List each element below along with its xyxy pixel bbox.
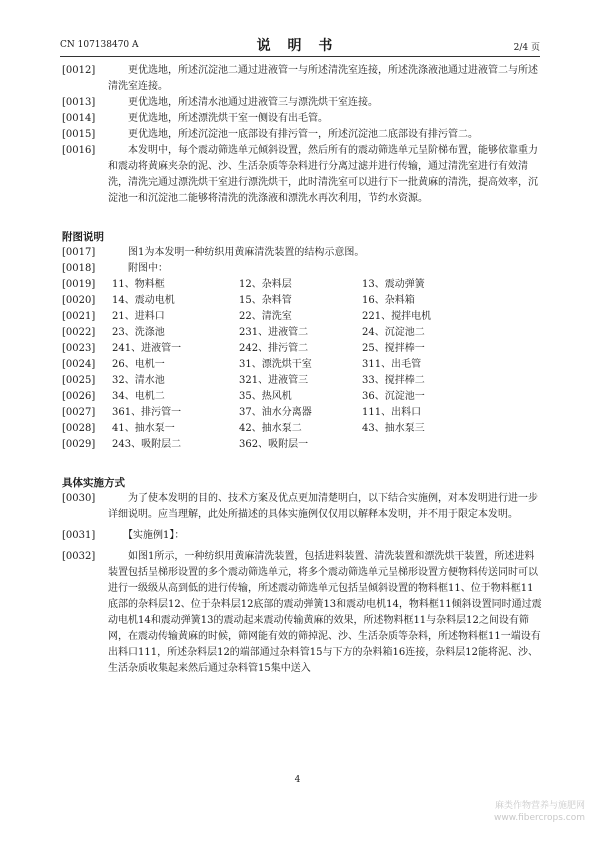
- paragraph-text: 图1为本发明一种纺织用黄麻清洗装置的结构示意图。: [108, 247, 365, 258]
- watermark-name: 麻类作物营养与施肥网: [494, 801, 585, 811]
- reference-item: 41、抽水泵一: [112, 423, 175, 434]
- section-heading-embodiments: 具体实施方式: [62, 477, 125, 489]
- reference-row: [62, 341, 542, 357]
- paragraph-number: [0013]: [62, 97, 96, 108]
- reference-item: 37、油水分离器: [239, 407, 312, 418]
- reference-item: 13、震动弹簧: [362, 279, 425, 290]
- paragraph-0032: [62, 549, 542, 677]
- paragraph-text: 附图中：: [108, 263, 168, 274]
- reference-item: 32、清水池: [112, 375, 165, 386]
- paragraph-number: [0018]: [62, 263, 96, 274]
- reference-item: 311、出毛管: [362, 359, 422, 370]
- reference-item: 43、抽水泵三: [362, 423, 425, 434]
- paragraph-0031: [62, 528, 542, 544]
- paragraph-number: [0032]: [62, 551, 96, 562]
- paragraph-number: [0022]: [62, 327, 96, 338]
- paragraph-number: [0031]: [62, 530, 96, 541]
- reference-row: [62, 277, 542, 293]
- reference-item: 111、出料口: [362, 407, 422, 418]
- reference-row: [62, 405, 542, 421]
- paragraph-number: [0030]: [62, 493, 96, 504]
- reference-row: [62, 373, 542, 389]
- paragraph-number: [0029]: [62, 439, 96, 450]
- reference-list: [62, 277, 542, 453]
- reference-item: 243、吸附层二: [112, 439, 182, 450]
- reference-item: 26、电机一: [112, 359, 165, 370]
- watermark-url: www.fibercrops.com: [494, 813, 585, 823]
- reference-row: [62, 421, 542, 437]
- reference-item: 16、杂料箱: [362, 295, 415, 306]
- reference-item: 34、电机二: [112, 391, 165, 402]
- paragraph-number: [0015]: [62, 129, 96, 140]
- reference-row: [62, 357, 542, 373]
- paragraph-text: 更优选地，所述沉淀池一底部设有排污管一，所述沉淀池二底部设有排污管二。: [108, 129, 478, 140]
- reference-row: [62, 437, 542, 453]
- paragraph-number: [0024]: [62, 359, 96, 370]
- paragraph-number: [0026]: [62, 391, 96, 402]
- reference-item: 15、杂料管: [239, 295, 292, 306]
- reference-item: 12、杂料层: [239, 279, 292, 290]
- paragraph-text: 为了使本发明的目的、技术方案及优点更加清楚明白，以下结合实施例，对本发明进行进一步详细说明。应当理解，此处所描述的具体实施例仅仅用以解释本发明，并不用于限定本发明。: [108, 493, 538, 520]
- paragraph-number: [0025]: [62, 375, 96, 386]
- paragraph-text: 更优选地，所述漂洗烘干室一侧设有出毛管。: [108, 113, 328, 124]
- reference-item: 35、热风机: [239, 391, 292, 402]
- reference-item: 231、进液管二: [239, 327, 309, 338]
- paragraph-number: [0021]: [62, 311, 96, 322]
- reference-item: 21、进料口: [112, 311, 165, 322]
- patent-number: CN 107138470 A: [60, 40, 139, 50]
- paragraph-0012: [62, 63, 542, 95]
- page-indicator: 2/4 页: [513, 43, 540, 53]
- paragraph-number: [0012]: [62, 65, 96, 76]
- paragraph-number: [0017]: [62, 247, 96, 258]
- paragraph-text: 如图1所示，一种纺织用黄麻清洗装置，包括进料装置、清洗装置和漂洗烘干装置，所述进料装置包括呈梯形设置的多个震动筛选单元，将多个震动筛选单元呈梯形设置方便物料传送同时可以进行一级级从高到低的进行传输，所述震动筛选单元包括呈倾斜设置的物料框11、位于物料框11底部的杂料层12、位于杂料层12底部的震动弹簧13和震动电机14，物料框11倾斜设置同时通过震动电机14和震动弹簧13的震动起来震动传输黄麻的效果，所述物料框11与杂料层12之间设有筛网，在震动传输黄麻的时候，筛网能有效的筛掉泥、沙、生活杂质等杂料，所述物料框11一端设有出料口111，所述杂料层12的端部通过杂料管15与下方的杂料箱16连接，杂料层12能将泥、沙、生活杂质收集起来然后通过杂料管15集中送入: [108, 551, 542, 674]
- site-watermark: [494, 800, 585, 824]
- reference-item: 362、吸附层一: [239, 439, 309, 450]
- reference-item: 14、震动电机: [112, 295, 175, 306]
- reference-row: [62, 293, 542, 309]
- reference-item: 36、沉淀池一: [362, 391, 425, 402]
- paragraph-number: [0023]: [62, 343, 96, 354]
- reference-item: 361、排污管一: [112, 407, 182, 418]
- paragraph-number: [0019]: [62, 279, 96, 290]
- paragraph-number: [0016]: [62, 145, 96, 156]
- reference-item: 42、抽水泵二: [239, 423, 302, 434]
- document-body: [62, 63, 542, 677]
- paragraph-text: 本发明中，每个震动筛选单元倾斜设置，然后所有的震动筛选单元呈阶梯布置，能够依靠重力和震动将黄麻夹杂的泥、沙、生活杂质等杂料进行分离过滤并进行传输，通过清洗室进行有效清洗，清洗完通过漂洗烘干室进行漂洗烘干，此时清洗室可以进行下一批黄麻的清洗，提高效率，沉淀池一和沉淀池二能够将清洗的洗涤液和漂洗水再次利用，节约水资源。: [108, 145, 538, 204]
- paragraph-number: [0020]: [62, 295, 96, 306]
- reference-item: 31、漂洗烘干室: [239, 359, 312, 370]
- reference-item: 221、搅拌电机: [362, 311, 432, 322]
- paragraph-0016: [62, 143, 542, 207]
- paragraph-0015: [62, 127, 542, 143]
- reference-item: 23、洗涤池: [112, 327, 165, 338]
- reference-item: 25、搅拌棒一: [362, 343, 425, 354]
- reference-item: 321、进液管三: [239, 375, 309, 386]
- reference-row: [62, 309, 542, 325]
- reference-item: 22、清洗室: [239, 311, 292, 322]
- paragraph-0014: [62, 111, 542, 127]
- document-title: 说 明 书: [256, 38, 339, 54]
- reference-item: 33、搅拌棒二: [362, 375, 425, 386]
- page-number: 4: [294, 775, 301, 785]
- paragraph-0013: [62, 95, 542, 111]
- paragraph-number: [0028]: [62, 423, 96, 434]
- reference-item: 241、进液管一: [112, 343, 182, 354]
- header-rule: [60, 56, 540, 57]
- paragraph-0017: [62, 245, 542, 261]
- paragraph-text: 更优选地，所述沉淀池二通过进液管一与所述清洗室连接，所述洗涤液池通过进液管二与所述清洗室连接。: [108, 65, 538, 92]
- paragraph-0018: [62, 261, 542, 277]
- reference-item: 242、排污管二: [239, 343, 309, 354]
- paragraph-text: 更优选地，所述清水池通过进液管三与漂洗烘干室连接。: [108, 97, 378, 108]
- paragraph-text: 【实施例1】：: [108, 530, 185, 541]
- paragraph-number: [0014]: [62, 113, 96, 124]
- reference-item: 24、沉淀池二: [362, 327, 425, 338]
- reference-row: [62, 389, 542, 405]
- paragraph-0030: [62, 491, 542, 523]
- paragraph-number: [0027]: [62, 407, 96, 418]
- reference-row: [62, 325, 542, 341]
- section-heading-drawings: 附图说明: [62, 231, 104, 243]
- reference-item: 11、物料框: [112, 279, 165, 290]
